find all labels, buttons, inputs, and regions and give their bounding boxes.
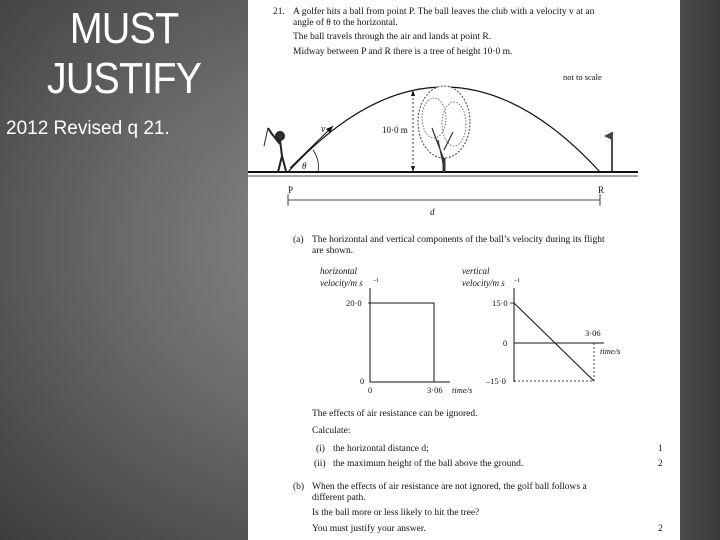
slide-title-line1: MUST [69, 4, 179, 53]
velocity-label: v [321, 124, 326, 135]
vertical-ytick-zero: 0 [503, 338, 508, 348]
question-intro-line4: Midway between P and R there is a tree of height 10·0 m. [293, 47, 513, 57]
horizontal-ytick-origin: 0 [360, 376, 365, 386]
angle-label: θ [302, 161, 307, 171]
air-resistance-text: The effects of air resistance can be ignored. [312, 409, 478, 419]
golfer-figure [264, 128, 286, 172]
scale-note: not to scale [563, 72, 602, 82]
horizontal-xtick-value: 3·06 [427, 385, 443, 395]
exam-page [248, 0, 680, 540]
part-b-marks: 2 [658, 524, 663, 534]
part-a-line1: The horizontal and vertical components of the ball’s velocity during its flight [312, 235, 605, 245]
question-number: 21. [273, 7, 285, 17]
trajectory-diagram [248, 0, 680, 225]
question-intro-line1: A golfer hits a ball from point P. The ball leaves the club with a velocity v at an [293, 7, 595, 17]
angle-arc [313, 150, 318, 172]
slide-title [12, 4, 235, 104]
flag-figure [604, 132, 612, 171]
part-a-line2: are shown. [312, 246, 354, 256]
part-b-line2: different path. [312, 493, 366, 503]
question-intro-line2: angle of θ to the horizontal. [293, 18, 398, 28]
sub-i-label: (i) [316, 444, 325, 454]
part-b-label: (b) [293, 482, 305, 492]
tree-height-label: 10·0 m [382, 125, 408, 135]
slide-subtitle: 2012 Revised q 21. [6, 118, 170, 139]
question-intro-line3: The ball travels through the air and lands at point R. [293, 32, 492, 42]
calculate-label: Calculate: [312, 426, 351, 436]
part-b-line1: When the effects of air resistance are not ignored, the golf ball follows a [312, 482, 587, 492]
sub-ii-label: (ii) [314, 459, 326, 469]
vertical-ytick-bottom: –15·0 [486, 376, 506, 386]
point-p-label: P [288, 185, 294, 195]
slide-title-line2: JUSTIFY [46, 54, 202, 103]
vertical-ylabel1: vertical [462, 266, 490, 276]
velocity-arrow [290, 126, 333, 168]
sub-i-marks: 1 [658, 444, 663, 454]
vertical-xtick-value: 3·06 [585, 328, 601, 338]
point-r-label: R [598, 185, 605, 195]
horizontal-xtick-origin: 0 [368, 385, 373, 395]
horizontal-velocity-graph [320, 266, 473, 395]
right-border-strip [680, 0, 720, 540]
horizontal-ylabel1: horizontal [320, 266, 358, 276]
tree-figure [418, 86, 470, 172]
sub-ii-marks: 2 [658, 459, 663, 469]
part-b-line3: Is the ball more or less likely to hit the tree? [312, 508, 480, 518]
vertical-ytick-top: 15·0 [492, 298, 508, 308]
sub-i-text: the horizontal distance d; [333, 444, 429, 454]
horizontal-xlabel: time/s [452, 385, 473, 395]
part-a-label: (a) [293, 235, 304, 245]
vertical-ylabel-exp: –1 [514, 278, 520, 284]
vertical-ylabel2: velocity/m s [462, 278, 505, 288]
horizontal-ylabel-exp: –1 [373, 278, 379, 284]
horizontal-ylabel2: velocity/m s [320, 278, 363, 288]
vertical-xlabel: time/s [600, 346, 621, 356]
sub-ii-text: the maximum height of the ball above the ground. [333, 459, 524, 469]
vertical-velocity-graph [462, 266, 621, 386]
part-b-line4: You must justify your answer. [312, 524, 426, 534]
distance-label: d [430, 207, 435, 217]
horizontal-ytick-top: 20·0 [346, 298, 362, 308]
